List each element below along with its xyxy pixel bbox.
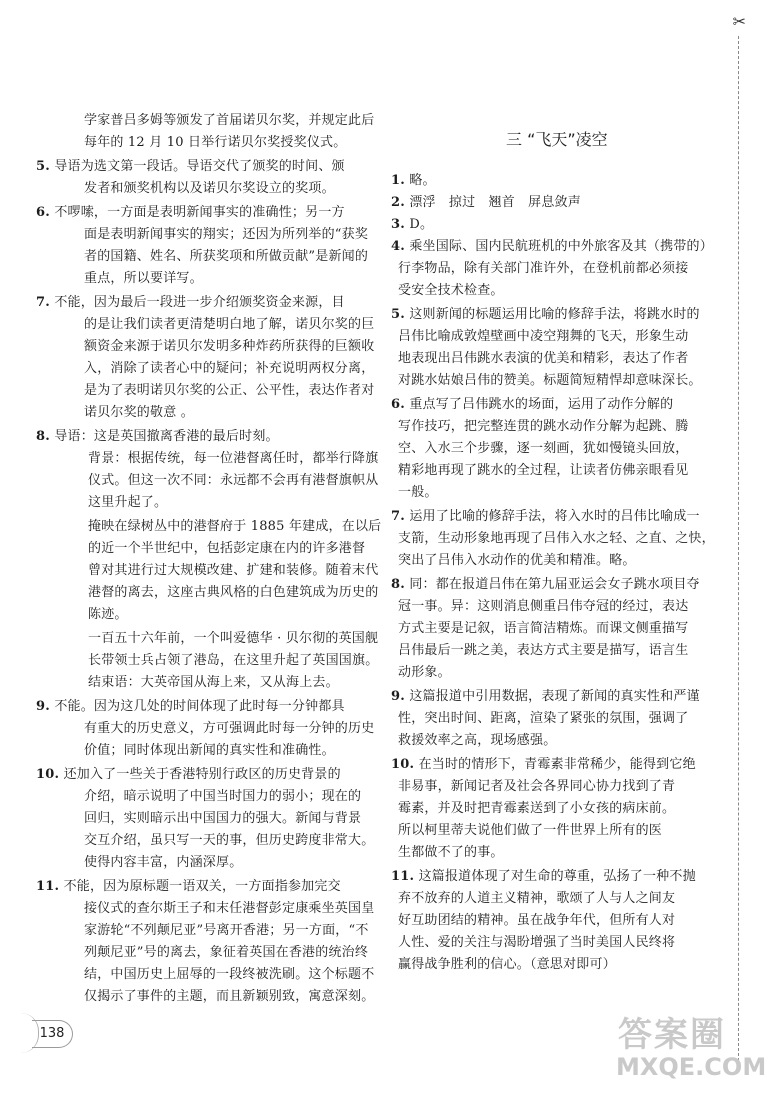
left-text-line — [84, 988, 376, 1006]
left-text-line — [36, 878, 376, 896]
left-text-line — [36, 204, 376, 222]
watermark-url: MXQE.COM — [616, 1053, 766, 1081]
answer-number: 9. — [36, 699, 50, 714]
answer-number: 3. — [391, 217, 405, 232]
left-text-line — [88, 518, 382, 536]
right-text-line — [398, 418, 727, 436]
answer-number: 5. — [36, 159, 50, 174]
left-text-line — [84, 810, 376, 828]
answer-number: 6. — [36, 205, 50, 220]
left-text-line — [88, 494, 376, 512]
answer-text: 空、入水三个步骤，逐一刻画，犹如慢镜头回放， — [398, 441, 689, 456]
right-text-line — [398, 912, 727, 930]
left-text-line — [84, 944, 376, 962]
answer-text: 还加入了一些关于香港特别行政区的历史背景的 — [63, 767, 341, 782]
answer-text: 行李物品，除有关部门准许外，在登机前都必须接 — [398, 261, 689, 276]
answer-number: 2. — [391, 195, 405, 210]
answer-text: 非易事，新闻记者及社会各界同心协力找到了青 — [398, 779, 676, 794]
answer-text: 导语为选文第一段话。导语交代了颁奖的时间、颁 — [54, 159, 345, 174]
answer-text: 略。 — [409, 173, 436, 188]
answer-text: 地表现出吕伟跳水表演的优美和精彩，表达了作者 — [398, 351, 689, 366]
left-text-line — [36, 766, 376, 784]
left-text-line — [84, 248, 376, 266]
answer-text: 发者和颁奖机构以及诺贝尔奖设立的奖项。 — [84, 181, 335, 196]
cut-line — [738, 36, 739, 1061]
answer-text: 每年的 12 月 10 日举行诺贝尔奖授奖仪式。 — [84, 135, 347, 150]
answer-text: 掩映在绿树丛中的港督府于 1885 年建成，在以后 — [88, 519, 382, 534]
left-text-line — [84, 382, 376, 400]
left-text-line — [84, 134, 376, 152]
right-text-line — [398, 282, 727, 300]
left-text-line — [88, 652, 379, 670]
answer-number: 8. — [36, 429, 50, 444]
right-text-line — [398, 844, 727, 862]
answer-text: 有重大的历史意义，方可强调此时每一分钟的历史 — [84, 721, 375, 736]
answer-text: 写作技巧，把完整连贯的跳水动作分解为起跳、腾 — [398, 419, 689, 434]
right-text-line — [398, 620, 727, 638]
right-text-line — [398, 372, 727, 390]
right-text-line — [398, 260, 727, 278]
answer-text: 曾对其进行过大规模改建、扩建和装修。随着末代 — [88, 563, 379, 578]
left-text-line — [84, 112, 376, 130]
right-text-line — [391, 576, 727, 594]
answer-text: 突出了吕伟入水动作的优美和精准。略。 — [398, 553, 636, 568]
answer-text: 运用了比喻的修辞手法，将入水时的吕伟比喻成一 — [409, 509, 700, 524]
right-text-line — [391, 172, 727, 190]
answer-text: 是为了表明诺贝尔奖的公正、公平性，表达作者对 — [84, 383, 375, 398]
answer-text: 支箭，生动形象地再现了吕伟入水之轻、之直、之快， — [398, 531, 715, 546]
answer-number: 10. — [36, 767, 60, 782]
answer-text: 漂浮 掠过 翘首 屏息敛声 — [409, 195, 581, 210]
answer-text: 好互助团结的精神。虽在战争年代，但所有人对 — [398, 913, 676, 928]
right-text-line — [398, 328, 727, 346]
right-text-line — [398, 664, 727, 682]
answer-text: 长带领士兵占领了港岛，在这里升起了英国国旗。 — [88, 653, 379, 668]
left-text-line — [84, 404, 376, 422]
right-text-line — [398, 484, 727, 502]
left-text-line — [88, 540, 376, 558]
answer-text: 仅揭示了事件的主题，而且新颖别致，寓意深刻。 — [84, 989, 375, 1004]
right-text-line — [391, 508, 727, 526]
answer-text: 学家普吕多姆等颁发了首届诺贝尔奖，并规定此后 — [84, 113, 375, 128]
right-text-line — [398, 530, 727, 548]
answer-number: 7. — [36, 295, 50, 310]
answer-text: 乘坐国际、国内民航班机的中外旅客及其（携带的） — [409, 239, 713, 254]
answer-text: 仪式。但这一次不同：永远都不会再有港督旗帜从 — [88, 473, 379, 488]
left-text-line — [88, 674, 376, 692]
right-text-line — [398, 642, 727, 660]
left-text-line — [36, 428, 376, 446]
answer-text: 赢得战争胜利的信心。（意思对即可） — [398, 957, 616, 972]
answer-text: 者的国籍、姓名、所获奖项和所做贡献”是新闻的 — [84, 249, 369, 264]
answer-text: 动形象。 — [398, 665, 451, 680]
answer-text: 价值；同时体现出新闻的真实性和准确性。 — [84, 743, 335, 758]
right-text-line — [398, 890, 727, 908]
answer-text: 吕伟比喻成敦煌壁画中凌空翔舞的飞天，形象生动 — [398, 329, 689, 344]
right-text-line — [391, 216, 727, 234]
right-text-line — [398, 822, 727, 840]
left-text-line — [84, 720, 376, 738]
left-text-line — [84, 226, 376, 244]
right-text-line — [391, 238, 727, 256]
answer-text: 入，消除了读者心中的疑问；补充说明两权分离， — [84, 361, 375, 376]
answer-text: 重点，所以要详写。 — [84, 271, 203, 286]
answer-number: 6. — [391, 397, 405, 412]
left-text-line — [84, 966, 376, 984]
answer-text: 介绍，暗示说明了中国当时国力的弱小；现在的 — [84, 789, 362, 804]
left-text-line — [84, 316, 376, 334]
right-text-line — [391, 688, 727, 706]
answer-text: 救援效率之高，现场感强。 — [398, 733, 557, 748]
answer-text: 不啰嗦，一方面是表明新闻事实的准确性；另一方 — [54, 205, 345, 220]
answer-text: 不能，因为最后一段进一步介绍颁奖资金来源，目 — [54, 295, 345, 310]
answer-text: 人性、爱的关注与渴盼增强了当时美国人民终将 — [398, 935, 676, 950]
answer-text: 面是表明新闻事实的翔实；还因为所列举的“获奖 — [84, 227, 369, 242]
answer-text: 在当时的情形下，青霉素非常稀少，能得到它绝 — [418, 757, 696, 772]
answer-text: 吕伟最后一跳之美，表达方式主要是描写，语言生 — [398, 643, 689, 658]
answer-text: 这则新闻的标题运用比喻的修辞手法，将跳水时的 — [409, 307, 700, 322]
answer-text: 性，突出时间、距离，渲染了紧张的氛围，强调了 — [398, 711, 689, 726]
right-text-line — [398, 934, 727, 952]
right-text-line — [398, 732, 727, 750]
answer-text: D。 — [409, 217, 434, 232]
answer-number: 8. — [391, 577, 405, 592]
answer-text: 方式主要是记叙，语言简洁精炼。而课文侧重描写 — [398, 621, 689, 636]
answer-text: 陈迹。 — [88, 607, 128, 622]
section-title: 三 “飞天”凌空 — [506, 130, 608, 149]
answer-text: 额资金来源于诺贝尔发明多种炸药所获得的巨额收 — [84, 339, 375, 354]
answer-text: 诺贝尔奖的敬意 。 — [84, 405, 194, 420]
answer-number: 10. — [391, 757, 415, 772]
left-text-line — [88, 450, 379, 468]
answer-text: 弃不放弃的人道主义精神，歌颂了人与人之间友 — [398, 891, 676, 906]
answer-text: 不能，因为原标题一语双关，一方面指参加完交 — [63, 879, 341, 894]
answer-text: 回归，实则暗示出中国国力的强大。新闻与背景 — [84, 811, 362, 826]
left-text-line — [84, 900, 376, 918]
watermark-logo — [612, 1005, 766, 1087]
right-text-line — [391, 396, 727, 414]
answer-text: 的近一个半世纪中，包括彭定康在内的许多港督 — [88, 541, 366, 556]
answer-text: 背景：根据传统，每一位港督离任时，都举行降旗 — [88, 451, 379, 466]
answer-number: 7. — [391, 509, 405, 524]
answer-text: 结束语：大英帝国从海上来，又从海上去。 — [88, 675, 339, 690]
answer-text: 受安全技术检查。 — [398, 283, 504, 298]
answer-text: 一般。 — [398, 485, 438, 500]
answer-text: 精彩地再现了跳水的全过程，让读者仿佛亲眼看见 — [398, 463, 689, 478]
right-text-line — [398, 710, 727, 728]
left-text-line — [88, 562, 379, 580]
right-text-line — [398, 462, 727, 480]
answer-number: 1. — [391, 173, 405, 188]
left-text-line — [84, 270, 376, 288]
left-text-line — [88, 630, 379, 648]
answer-text: 列颠尼亚”号的离去，象征着英国在香港的统治终 — [84, 945, 369, 960]
right-text-line — [398, 598, 727, 616]
right-text-line — [398, 778, 727, 796]
answer-text: 港督的离去，这座古典风格的白色建筑成为历史的 — [88, 585, 379, 600]
page-number: 138 — [32, 1020, 73, 1048]
answer-text: 的是让我们读者更清楚明白地了解，诺贝尔奖的巨 — [84, 317, 375, 332]
answer-text: 一百五十六年前，一个叫爱德华 · 贝尔彻的英国舰 — [88, 631, 379, 646]
answer-number: 4. — [391, 239, 405, 254]
left-text-line — [84, 854, 376, 872]
left-text-line — [36, 698, 376, 716]
left-text-line — [88, 584, 379, 602]
left-text-line — [88, 472, 379, 490]
answer-text: 交互介绍，虽只写一天的事，但历史跨度非常大。 — [84, 833, 375, 848]
right-text-line — [398, 800, 727, 818]
answer-text: 重点写了吕伟跳水的场面，运用了动作分解的 — [409, 397, 674, 412]
right-text-line — [391, 306, 727, 324]
right-text-line — [398, 956, 727, 974]
right-text-line — [391, 756, 727, 774]
scissors-icon: ✂ — [732, 12, 746, 31]
answer-text: 这篇报道体现了对生命的尊重，弘扬了一种不抛 — [418, 869, 696, 884]
left-text-line — [84, 922, 376, 940]
answer-text: 这篇报道中引用数据，表现了新闻的真实性和严谨 — [409, 689, 700, 704]
right-text-line — [391, 868, 727, 886]
answer-text: 对跳水姑娘吕伟的赞美。标题简短精悍却意味深长。 — [398, 373, 702, 388]
answer-text: 使得内容丰富，内涵深厚。 — [84, 855, 243, 870]
answer-number: 11. — [36, 879, 60, 894]
right-text-line — [398, 552, 727, 570]
answer-text: 结，中国历史上屈辱的一段终被洗刷。这个标题不 — [84, 967, 375, 982]
right-text-line — [391, 194, 727, 212]
left-text-line — [84, 788, 376, 806]
answer-text: 同：都在报道吕伟在第九届亚运会女子跳水项目夺 — [409, 577, 700, 592]
answer-number: 9. — [391, 689, 405, 704]
left-text-line — [84, 360, 376, 378]
watermark-brand: 答案圈 — [618, 1015, 726, 1055]
left-text-line — [36, 294, 376, 312]
right-text-line — [398, 440, 727, 458]
answer-text: 导语：这是英国撤离香港的最后时刻。 — [54, 429, 279, 444]
left-text-line — [36, 158, 376, 176]
answer-text: 冠一事。异：这则消息侧重吕伟夺冠的经过，表达 — [398, 599, 689, 614]
answer-text: 接仪式的查尔斯王子和末任港督彭定康乘坐英国皇 — [84, 901, 375, 916]
left-text-line — [88, 606, 376, 624]
answer-text: 霉素，并及时把青霉素送到了小女孩的病床前。 — [398, 801, 676, 816]
answer-number: 5. — [391, 307, 405, 322]
answer-text: 不能。因为这几处的时间体现了此时每一分钟都具 — [54, 699, 345, 714]
left-text-line — [84, 742, 376, 760]
left-text-line — [84, 832, 376, 850]
left-text-line — [84, 338, 376, 356]
answer-text: 所以柯里蒂夫说他们做了一件世界上所有的医 — [398, 823, 663, 838]
right-text-line — [398, 350, 727, 368]
answer-text: 这里升起了。 — [88, 495, 168, 510]
answer-text: 家游轮“不列颠尼亚”号离开香港；另一方面，“不 — [84, 923, 369, 938]
answer-text: 生都做不了的事。 — [398, 845, 504, 860]
left-text-line — [84, 180, 376, 198]
answer-number: 11. — [391, 869, 415, 884]
